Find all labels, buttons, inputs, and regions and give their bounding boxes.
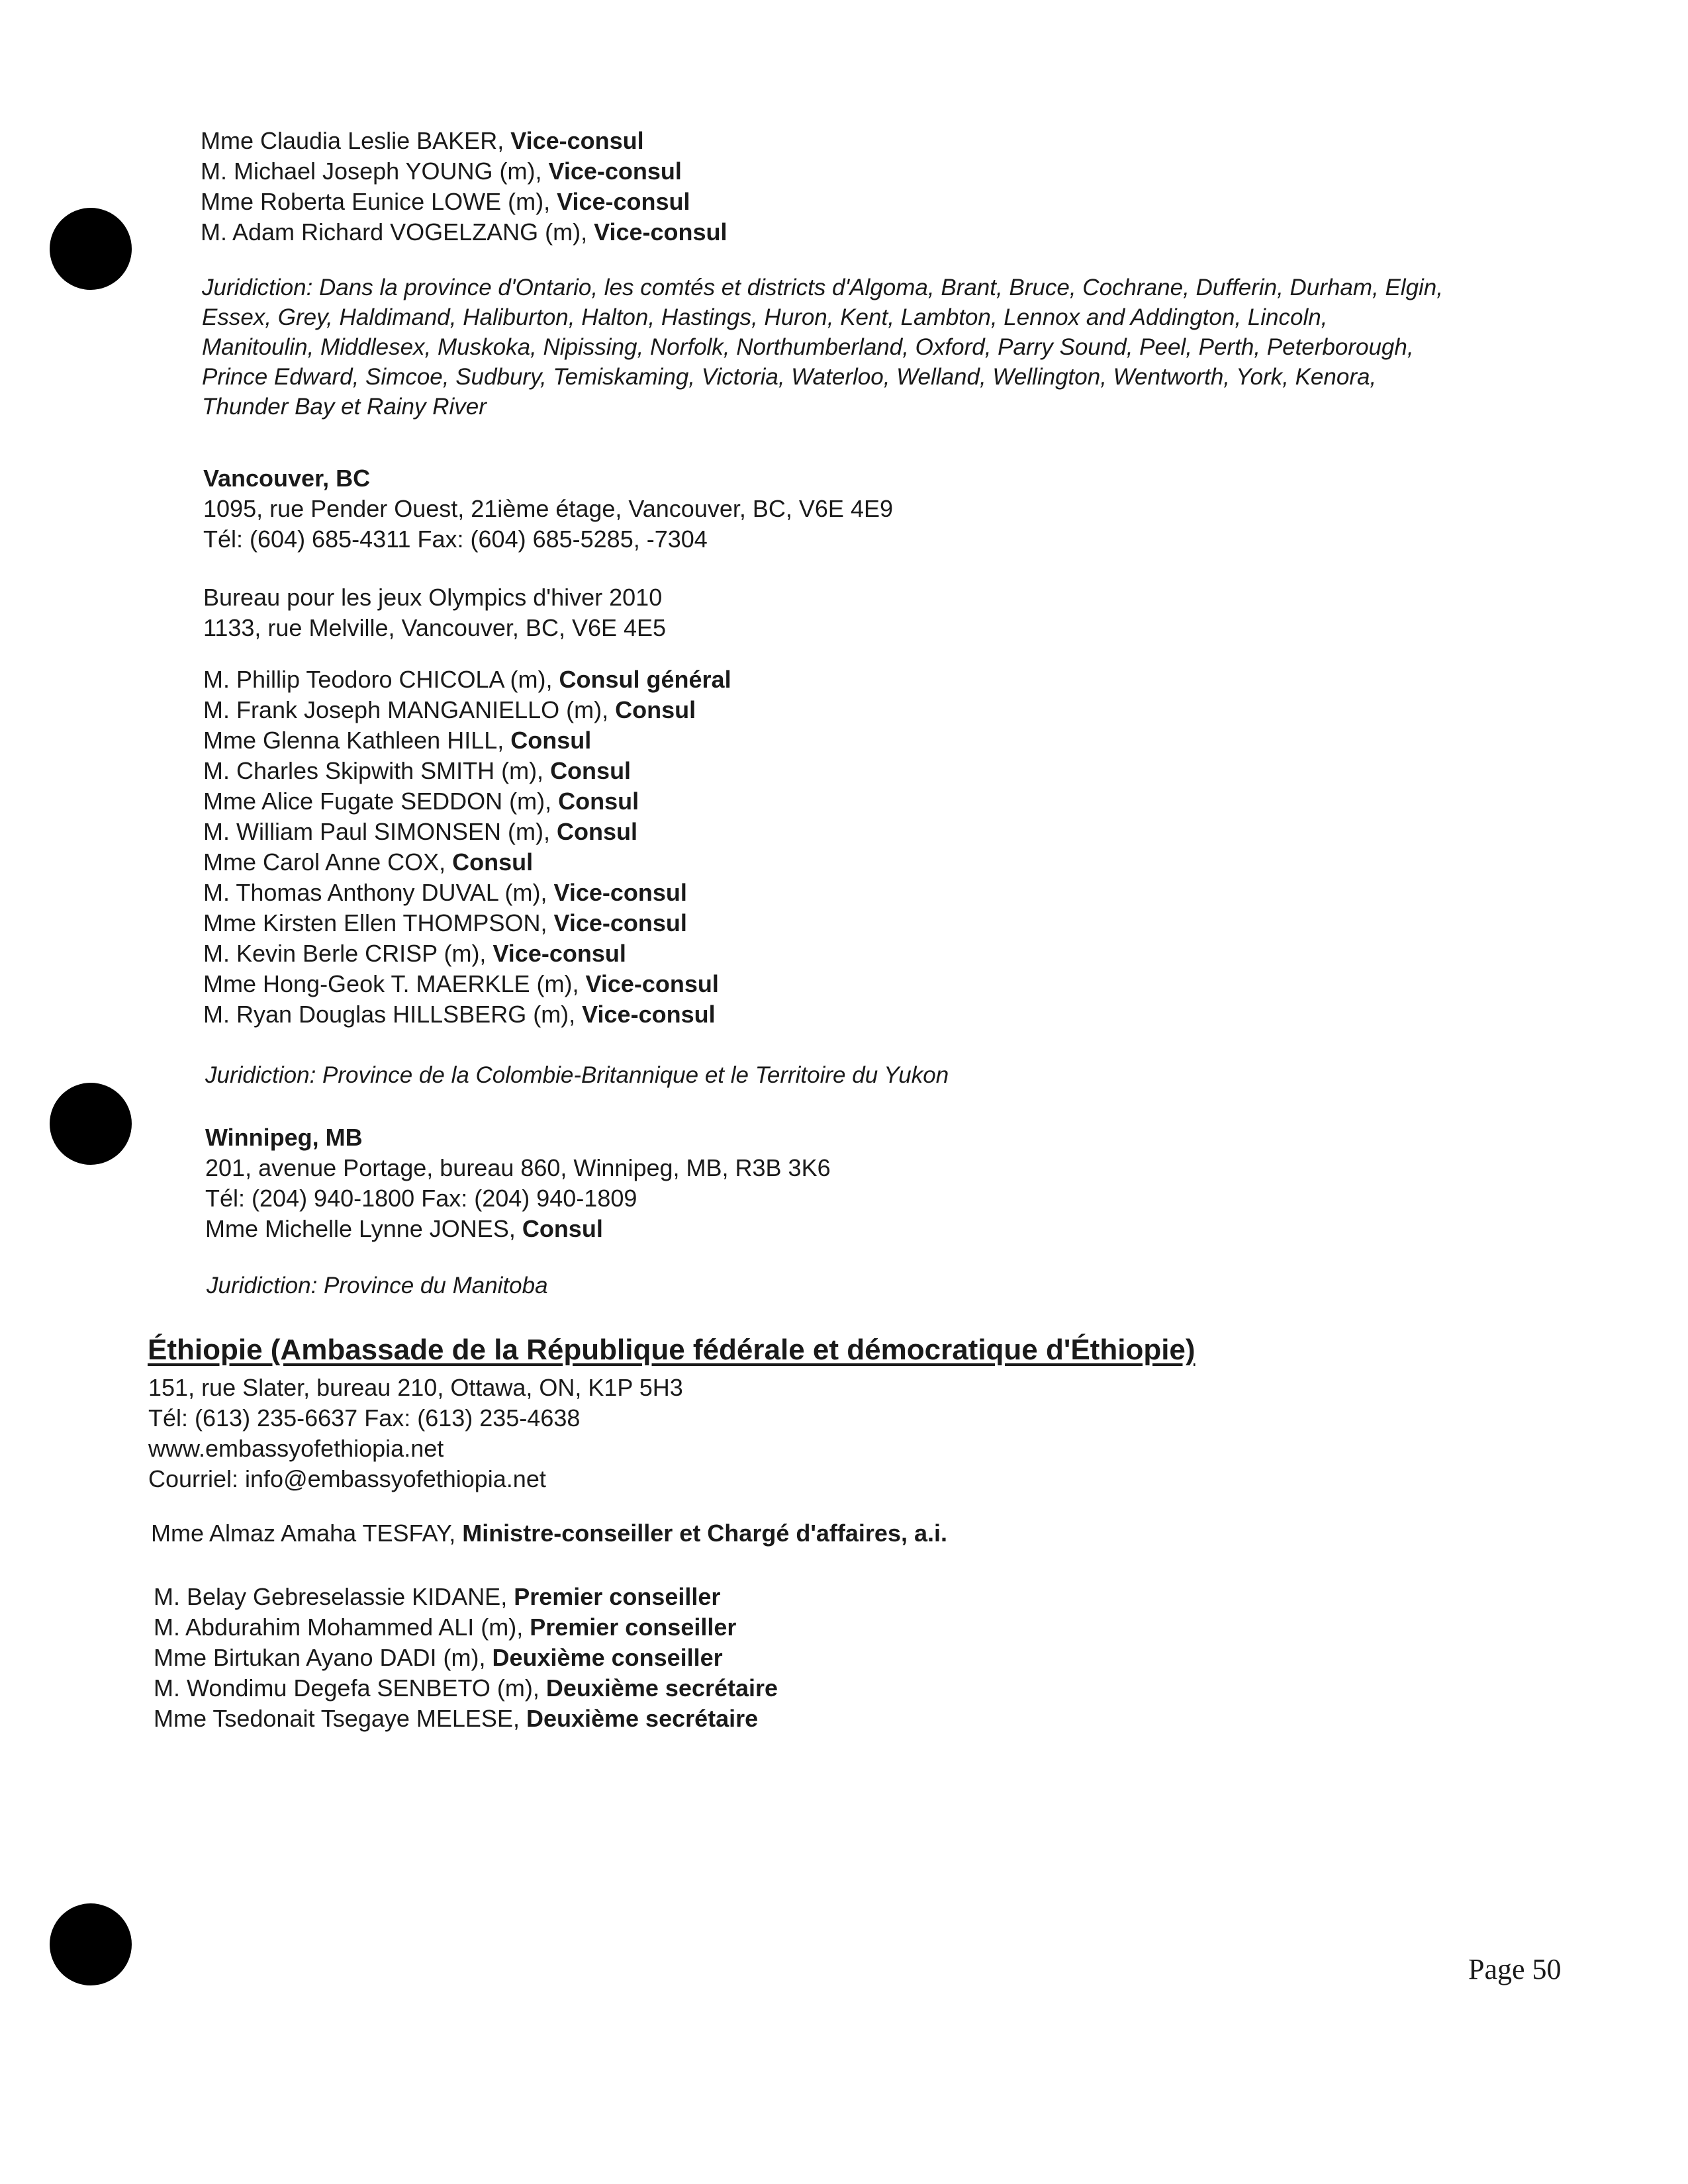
vancouver-staff-list — [203, 664, 731, 1030]
binder-hole-middle — [50, 1083, 132, 1165]
staff-line: Mme Birtukan Ayano DADI (m), Deuxième conseiller — [154, 1644, 723, 1671]
binder-hole-top — [50, 208, 132, 290]
staff-line: M. Michael Joseph YOUNG (m), Vice-consul — [201, 158, 682, 185]
ethiopia-staff-list — [154, 1582, 778, 1734]
staff-line: Mme Michelle Lynne JONES, Consul — [205, 1215, 603, 1242]
staff-line: M. Kevin Berle CRISP (m), Vice-consul — [203, 940, 626, 967]
ethiopia-embassy-heading: Éthiopie (Ambassade de la République fédérale et démocratique d'Éthiopie) — [148, 1334, 1196, 1366]
staff-line: Mme Roberta Eunice LOWE (m), Vice-consul — [201, 188, 690, 215]
ethiopia-contact — [148, 1373, 683, 1494]
staff-line: M. Belay Gebreselassie KIDANE, Premier conseiller — [154, 1583, 721, 1610]
staff-line: Mme Alice Fugate SEDDON (m), Consul — [203, 788, 639, 815]
winnipeg-address: 201, avenue Portage, bureau 860, Winnipeg, MB, R3B 3K6 — [205, 1154, 831, 1181]
binder-hole-bottom — [50, 1903, 132, 1985]
winnipeg-jurisdiction: Juridiction: Province du Manitoba — [207, 1273, 548, 1298]
vancouver-phone: Tél: (604) 685-4311 Fax: (604) 685-5285, -7304 — [203, 525, 708, 553]
vancouver-address: 1095, rue Pender Ouest, 21ième étage, Vancouver, BC, V6E 4E9 — [203, 495, 893, 522]
winnipeg-office — [205, 1122, 831, 1244]
toronto-staff-list — [201, 126, 727, 248]
staff-line: Mme Glenna Kathleen HILL, Consul — [203, 727, 592, 754]
staff-line: Mme Tsedonait Tsegaye MELESE, Deuxième secrétaire — [154, 1705, 759, 1732]
staff-line: M. Abdurahim Mohammed ALI (m), Premier conseiller — [154, 1614, 737, 1641]
staff-line: M. Phillip Teodoro CHICOLA (m), Consul général — [203, 666, 731, 693]
staff-line: Mme Kirsten Ellen THOMPSON, Vice-consul — [203, 909, 687, 936]
page-number: Page 50 — [1468, 1953, 1562, 1985]
winnipeg-city-heading: Winnipeg, MB — [205, 1124, 363, 1151]
staff-line: M. Adam Richard VOGELZANG (m), Vice-consul — [201, 218, 727, 246]
staff-line: M. William Paul SIMONSEN (m), Consul — [203, 818, 638, 845]
ethiopia-phone: Tél: (613) 235-6637 Fax: (613) 235-4638 — [148, 1404, 581, 1432]
ethiopia-address: 151, rue Slater, bureau 210, Ottawa, ON, K1P 5H3 — [148, 1374, 683, 1401]
staff-line: Mme Claudia Leslie BAKER, Vice-consul — [201, 127, 644, 154]
ethiopia-email: Courriel: info@embassyofethiopia.net — [148, 1465, 546, 1492]
ethiopia-head-of-mission: Mme Almaz Amaha TESFAY, Ministre-conseiller et Chargé d'affaires, a.i. — [151, 1520, 947, 1547]
ethiopia-website: www.embassyofethiopia.net — [148, 1435, 444, 1462]
olympic-office: Bureau pour les jeux Olympics d'hiver 2010 1133, rue Melville, Vancouver, BC, V6E 4E5 — [203, 584, 667, 641]
staff-line: M. Wondimu Degefa SENBETO (m), Deuxième secrétaire — [154, 1674, 778, 1702]
vancouver-city-heading: Vancouver, BC — [203, 465, 371, 492]
staff-line: M. Thomas Anthony DUVAL (m), Vice-consul — [203, 879, 687, 906]
staff-line: Mme Hong-Geok T. MAERKLE (m), Vice-consul — [203, 970, 719, 997]
vancouver-jurisdiction: Juridiction: Province de la Colombie-Britannique et le Territoire du Yukon — [205, 1062, 949, 1088]
staff-line: M. Frank Joseph MANGANIELLO (m), Consul — [203, 696, 696, 723]
toronto-jurisdiction: Juridiction: Dans la province d'Ontario, les comtés et districts d'Algoma, Brant, Bruce, Cochrane, Dufferin, Durham, Elgin, Essex, Grey, Haldimand, Haliburton, Halton, Hastings, Huron, Kent, Lambton, Lennox and Addington, Lincoln, Manitoulin, Middlesex, Muskoka, Nipissing, Norfolk, Northumberland, Oxford, Parry Sound, Peel, Perth, Peterborough, Prince Edward, Simcoe, Sudbury, Temiskaming, Victoria, Waterloo, Welland, Wellington, Wentworth, York, Kenora, Thunder Bay et Rainy River — [202, 275, 1443, 420]
vancouver-office — [203, 463, 893, 555]
staff-line: Mme Carol Anne COX, Consul — [203, 848, 534, 876]
staff-line: M. Charles Skipwith SMITH (m), Consul — [203, 757, 632, 784]
staff-line: M. Ryan Douglas HILLSBERG (m), Vice-consul — [203, 1001, 716, 1028]
winnipeg-phone: Tél: (204) 940-1800 Fax: (204) 940-1809 — [205, 1185, 637, 1212]
